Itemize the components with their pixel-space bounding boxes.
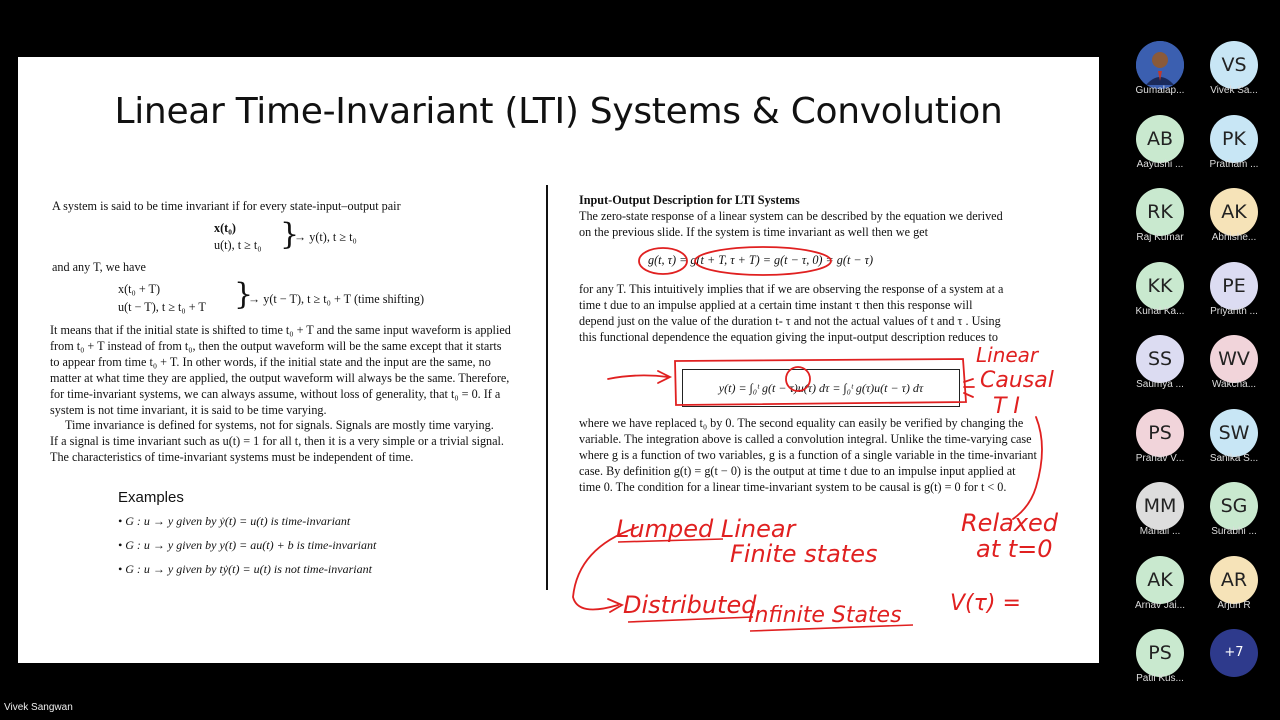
lti-heading: Input-Output Description for LTI Systems [579, 193, 800, 207]
participant-avatar[interactable]: RK [1136, 188, 1184, 236]
note-at-t0: at t=0 [976, 535, 1053, 563]
participant-avatar[interactable]: AK [1136, 556, 1184, 604]
para1-line: system is not time invariant, it is said to be time varying. [50, 403, 327, 417]
para1-line: matter at what time they are applied, the output waveform will always be the same. Therefore, [50, 371, 510, 385]
note-causal: Causal [980, 368, 1054, 393]
circle-u-tau [786, 367, 810, 391]
note-lumped: Lumped Linear [616, 515, 796, 543]
double-box [675, 359, 966, 405]
participant-name: Manali ... [1139, 526, 1181, 537]
brace-2: } [234, 277, 254, 312]
right-para2-line: this functional dependence the equation giving the input-output description reduces to [579, 330, 999, 344]
arrow-down-relaxed [1013, 417, 1042, 519]
active-speaker-name: Vivek Sangwan [4, 702, 73, 713]
para2-line: Time invariance is defined for systems, not for signals. Signals are mostly time varying. [50, 418, 494, 432]
right-para2-line: for any T. This intuitively implies that if we are observing the response of a system at a [579, 282, 1004, 296]
participant-name: Surabhi ... [1211, 526, 1257, 537]
example-item: • G : u → y given by ẏ(t) = u(t) is time-invariant [118, 514, 351, 528]
pair1-input: u(t), t ≥ t₀ [214, 238, 262, 252]
participant-name: Raj Kumar [1136, 232, 1184, 243]
participant-avatar[interactable]: SG [1210, 482, 1258, 530]
note-v-tau: V(τ) = [950, 591, 1021, 616]
participant-video[interactable] [1136, 41, 1184, 89]
para2-line: The characteristics of time-invariant systems must be independent of time. [50, 450, 414, 464]
pair1-output: → y(t), t ≥ t₀ [294, 230, 357, 244]
para1-line: for time-invariant systems, we can always assume, without loss of generality, that t₀ = 0. If a [50, 387, 501, 401]
right-para3-line: where g is a function of two variables, g is a function of a single variable in the time-invariant [579, 448, 1037, 462]
right-para3-line: variable. The integration above is called a convolution integral. Unlike the time-varying case [579, 432, 1032, 446]
right-para3-line: time 0. The condition for a linear time-invariant system to be causal is g(t) = 0 for t < 0. [579, 480, 1007, 494]
para1-line: It means that if the initial state is shifted to time t₀ + T and the same input waveform is applied [50, 323, 511, 337]
examples-heading: Examples [118, 489, 184, 506]
right-para3-line: case. By definition g(t) = g(t − 0) is the output at time t due to an impulse input applied at [579, 464, 1016, 478]
para1-line: to appear from time t₀ + T. In other words, if the initial state and the input are the same, no [50, 355, 491, 369]
pen-annotations [18, 57, 1099, 663]
participant-avatar[interactable]: KK [1136, 262, 1184, 310]
participant-name: Pratham ... [1209, 158, 1259, 170]
participant-avatar[interactable]: PS [1136, 409, 1184, 457]
participant-avatar[interactable]: SS [1136, 335, 1184, 383]
convolution-equation: y(t) = ∫₀ᵗ g(t − τ)u(τ) dτ = ∫₀ᵗ g(τ)u(t − τ) dτ [682, 369, 960, 407]
note-finite: Finite states [730, 540, 878, 568]
right-para3-line: where we have replaced t₀ by 0. The second equality can easily be verified by changing the [579, 416, 1024, 430]
participant-avatar[interactable]: PK [1210, 115, 1258, 163]
para1-line: from t₀ + T instead of from t₀, then the output waveform will be the same except that it starts [50, 339, 502, 353]
right-para2-line: depend just on the value of the duration t- τ and not the actual values of t and τ . Using [579, 314, 1001, 328]
note-linear: Linear [976, 343, 1039, 367]
participant-avatar[interactable]: SW [1210, 409, 1258, 457]
pair2-output: → y(t − T), t ≥ t₀ + T (time shifting) [248, 292, 425, 306]
participant-name: Sanika S... [1209, 452, 1259, 464]
participant-avatar[interactable]: VS [1210, 41, 1258, 89]
participant-name: Priyanth ... [1210, 305, 1258, 317]
participant-avatar[interactable]: AK [1210, 188, 1258, 236]
right-para1-line: on the previous slide. If the system is time invariant as well then we get [579, 225, 928, 239]
note-infinite: Infinite States [748, 603, 902, 628]
slide-title: Linear Time-Invariant (LTI) Systems & Convolution [114, 91, 1003, 132]
participant-avatar[interactable]: WV [1210, 335, 1258, 383]
right-para1-line: The zero-state response of a linear system can be described by the equation we derived [579, 209, 1003, 223]
right-para2-line: time t due to an impulse applied at a certain time instant τ then this response will [579, 298, 973, 312]
participant-avatar[interactable]: MM [1136, 482, 1184, 530]
para2-line: If a signal is time invariant such as u(t) = 1 for all t, then it is a very simple or a trivial signal. [50, 434, 504, 448]
participant-name: Kunal Ka... [1135, 305, 1185, 317]
participant-avatar[interactable]: PS [1136, 629, 1184, 677]
participant-name: Saumya ... [1136, 379, 1184, 390]
note-distributed: Distributed [623, 591, 757, 619]
example-item: • G : u → y given by tẏ(t) = u(t) is not time-invariant [118, 562, 372, 576]
more-participants-button[interactable]: +7 [1210, 629, 1258, 677]
participant-avatar[interactable]: PE [1210, 262, 1258, 310]
pair1-state: x(t₀) [214, 221, 236, 235]
circle-g-shift [695, 247, 831, 275]
equation-shift: g(t, τ) = g(t + T, τ + T) = g(t − τ, 0) = g(t − τ) [648, 253, 874, 267]
shared-slide [18, 57, 1099, 663]
participant-name: Aayushi ... [1136, 158, 1184, 170]
participant-name: Patil Kus... [1136, 673, 1184, 684]
pair2-state: x(t₀ + T) [118, 282, 161, 296]
participant-name: Pranav V... [1135, 452, 1185, 464]
brace-1: } [280, 217, 300, 252]
arrow-to-eq [608, 371, 670, 383]
participant-name: Gumalap... [1135, 85, 1185, 96]
circle-g-t-tau [639, 248, 687, 274]
participant-name: Abhishe... [1211, 232, 1257, 243]
and-any-t: and any T, we have [52, 260, 146, 274]
example-item: • G : u → y given by y(t) = au(t) + b is time-invariant [118, 538, 377, 552]
participant-name: Wakcha... [1211, 379, 1257, 390]
note-relaxed: Relaxed [961, 509, 1059, 537]
note-ti: T I [993, 394, 1020, 419]
pair2-input: u(t − T), t ≥ t₀ + T [118, 300, 206, 314]
participant-avatar[interactable]: AR [1210, 556, 1258, 604]
participant-name: Arnav Jai... [1134, 599, 1186, 611]
participant-name: Arjun R [1217, 599, 1251, 611]
ti-intro: A system is said to be time invariant if for every state-input–output pair [52, 199, 401, 213]
participant-avatar[interactable]: AB [1136, 115, 1184, 163]
participant-name: Vivek Sa... [1210, 85, 1258, 96]
